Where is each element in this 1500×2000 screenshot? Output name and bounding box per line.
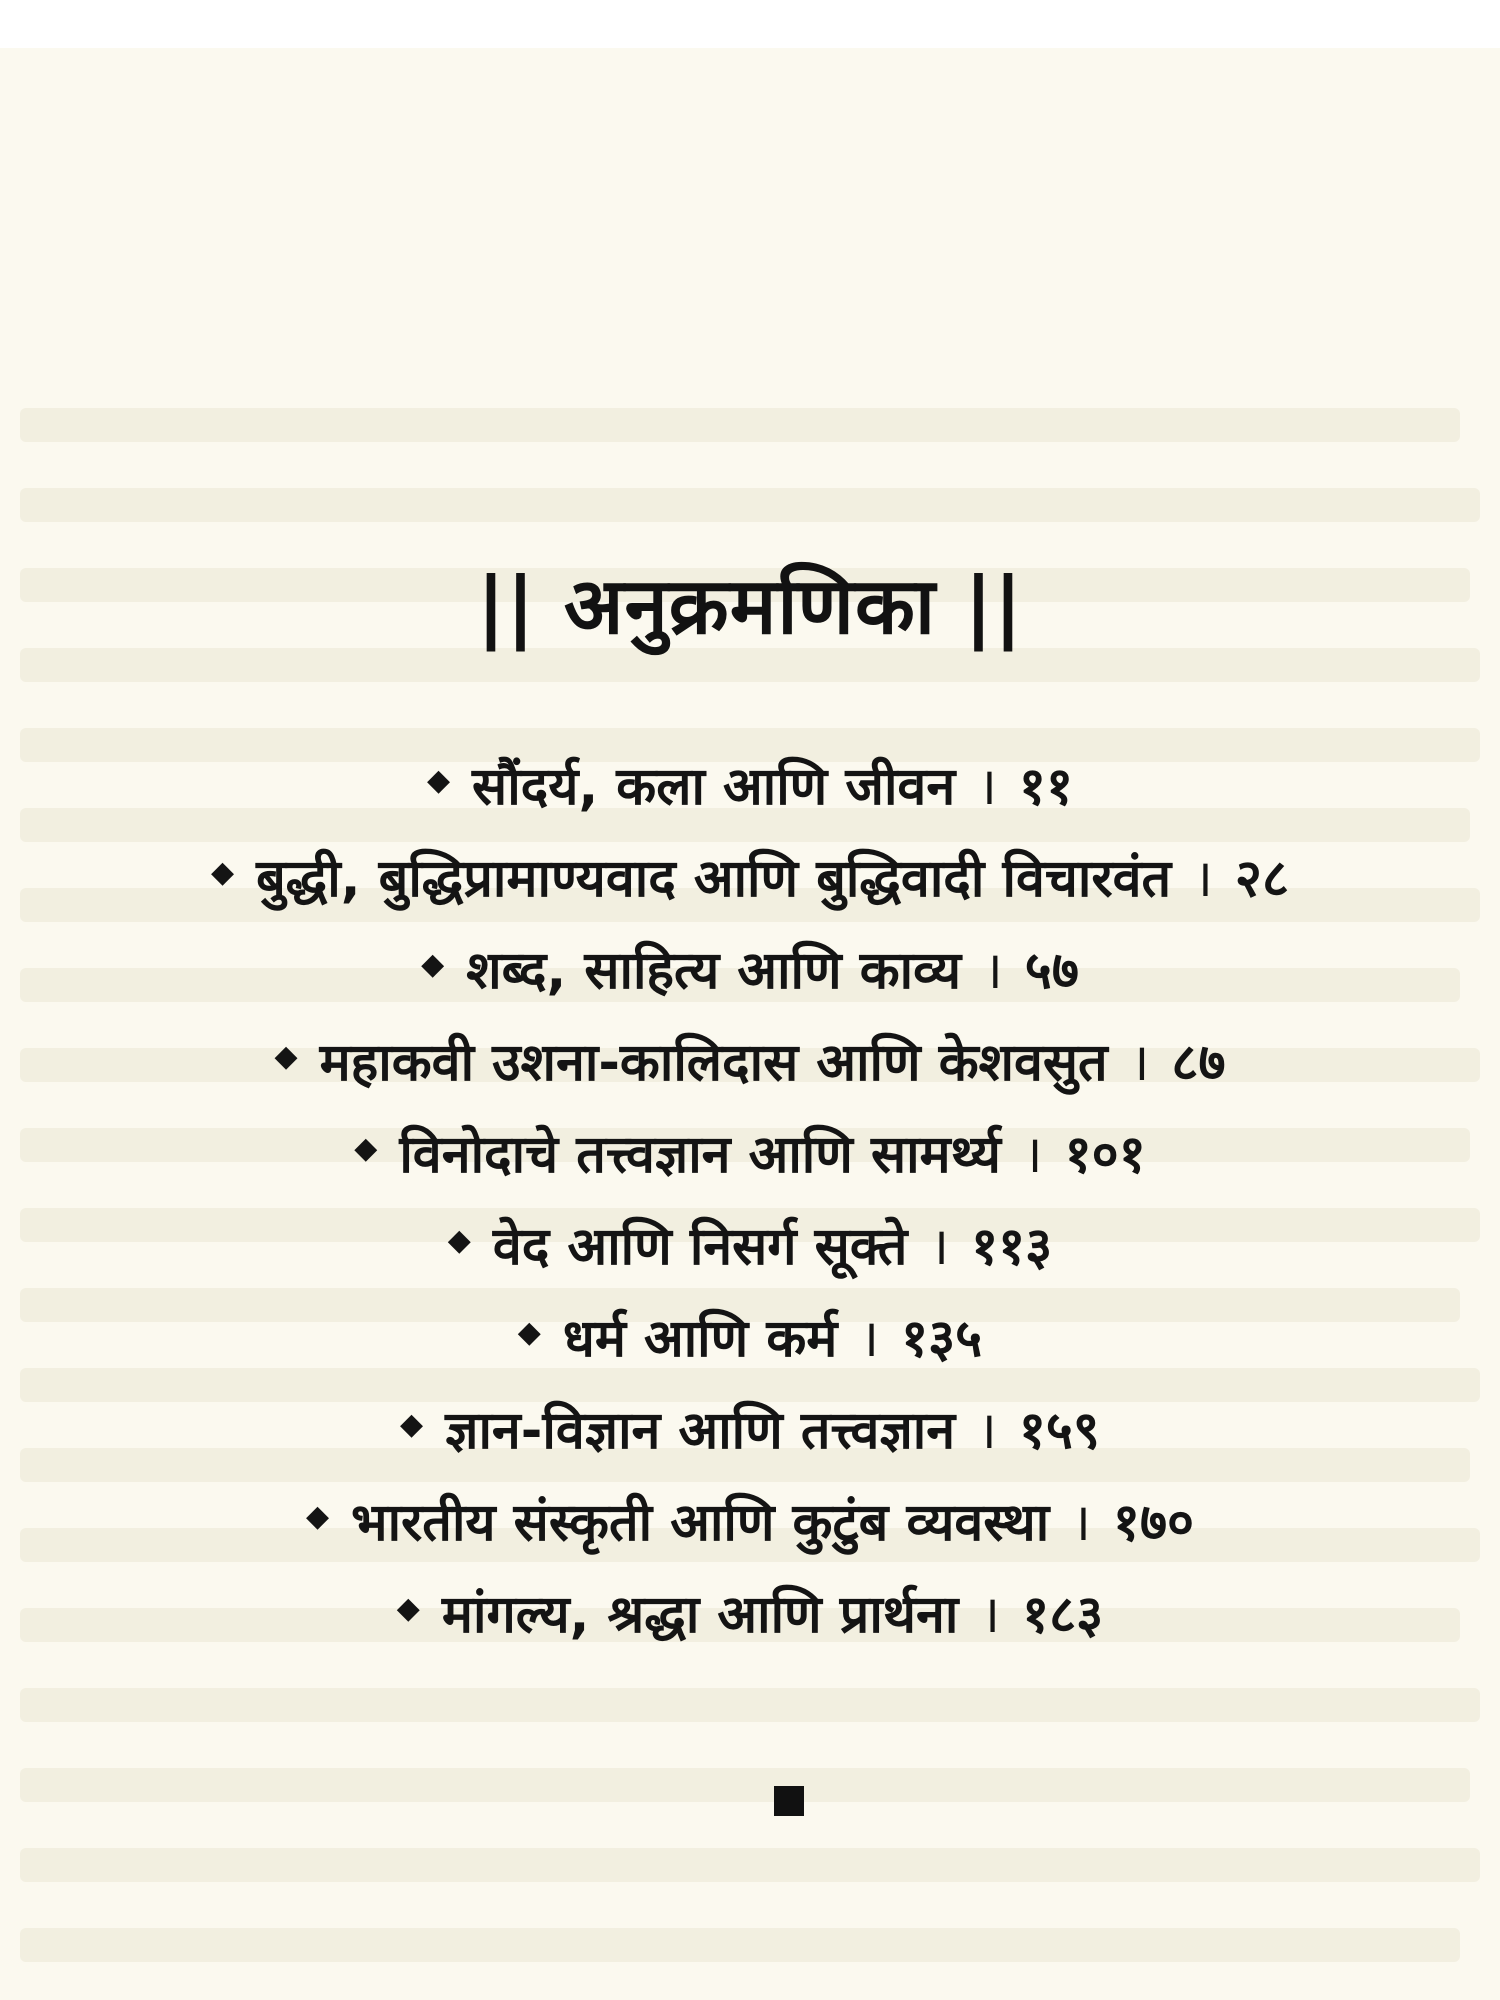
toc-page-number: १७० xyxy=(1112,1492,1195,1553)
toc-entry[interactable] xyxy=(0,738,1500,830)
toc-entry[interactable] xyxy=(0,1566,1500,1658)
bleed-line xyxy=(20,1768,1470,1802)
toc-entry-title: ज्ञान-विज्ञान आणि तत्त्वज्ञान xyxy=(445,1400,956,1461)
toc-entry[interactable] xyxy=(0,1014,1500,1106)
diamond-bullet-icon: ◆ xyxy=(426,762,451,798)
toc-entry-title: भारतीय संस्कृती आणि कुटुंब व्यवस्था xyxy=(351,1492,1050,1553)
toc-separator: । xyxy=(1193,848,1213,909)
toc-entry[interactable] xyxy=(0,1106,1500,1198)
toc-separator: । xyxy=(1071,1492,1091,1553)
end-square-mark xyxy=(774,1786,804,1816)
toc-page-number: १८३ xyxy=(1022,1584,1104,1645)
toc-page-number: २८ xyxy=(1234,848,1289,909)
toc-entry-title: सौंदर्य, कला आणि जीवन xyxy=(472,756,956,817)
toc-entry-title: शब्द, साहित्य आणि काव्य xyxy=(466,940,962,1001)
bleed-line xyxy=(20,488,1480,522)
toc-page-number: १०१ xyxy=(1064,1124,1146,1185)
toc-page-number: १३५ xyxy=(901,1308,983,1369)
table-of-contents xyxy=(0,738,1500,1658)
toc-entry[interactable] xyxy=(0,1382,1500,1474)
toc-separator: । xyxy=(983,940,1003,1001)
bleed-line xyxy=(20,1928,1460,1962)
toc-separator: । xyxy=(1129,1032,1150,1093)
toc-separator: । xyxy=(1022,1124,1043,1185)
diamond-bullet-icon: ◆ xyxy=(274,1038,298,1074)
bleed-line xyxy=(20,1848,1480,1882)
toc-page-number: ५७ xyxy=(1024,940,1079,1001)
toc-entry-title: महाकवी उशना-कालिदास आणि केशवसुत xyxy=(319,1032,1108,1093)
page-title: || अनुक्रमणिका || xyxy=(476,562,1024,653)
toc-entry-title: वेद आणि निसर्ग सूक्ते xyxy=(492,1216,908,1277)
toc-page-number: ८७ xyxy=(1171,1032,1226,1093)
toc-entry-title: बुद्धी, बुद्धिप्रामाण्यवाद आणि बुद्धिवादी विचारवंत xyxy=(256,848,1172,909)
diamond-bullet-icon: ◆ xyxy=(354,1130,378,1166)
toc-separator: । xyxy=(977,1400,997,1461)
toc-entry[interactable] xyxy=(0,1474,1500,1566)
diamond-bullet-icon: ◆ xyxy=(396,1590,420,1626)
toc-separator: । xyxy=(929,1216,950,1277)
diamond-bullet-icon: ◆ xyxy=(210,854,235,890)
toc-separator: । xyxy=(980,1584,1001,1645)
toc-page-number: ११३ xyxy=(971,1216,1053,1277)
toc-entry[interactable] xyxy=(0,830,1500,922)
book-page xyxy=(0,48,1500,2000)
toc-entry[interactable] xyxy=(0,1290,1500,1382)
diamond-bullet-icon: ◆ xyxy=(421,946,445,982)
diamond-bullet-icon: ◆ xyxy=(400,1406,424,1442)
toc-separator: । xyxy=(977,756,997,817)
diamond-bullet-icon: ◆ xyxy=(517,1314,541,1350)
toc-entry-title: मांगल्य, श्रद्धा आणि प्रार्थना xyxy=(441,1584,959,1645)
diamond-bullet-icon: ◆ xyxy=(305,1498,330,1534)
bleed-line xyxy=(20,408,1460,442)
toc-entry[interactable] xyxy=(0,922,1500,1014)
toc-page-number: ११ xyxy=(1018,756,1074,817)
toc-entry-title: धर्म आणि कर्म xyxy=(562,1308,838,1369)
bleed-line xyxy=(20,1688,1480,1722)
toc-entry-title: विनोदाचे तत्त्वज्ञान आणि सामर्थ्य xyxy=(399,1124,1001,1185)
diamond-bullet-icon: ◆ xyxy=(447,1222,471,1258)
toc-entry[interactable] xyxy=(0,1198,1500,1290)
toc-page-number: १५९ xyxy=(1018,1400,1100,1461)
toc-separator: । xyxy=(859,1308,880,1369)
